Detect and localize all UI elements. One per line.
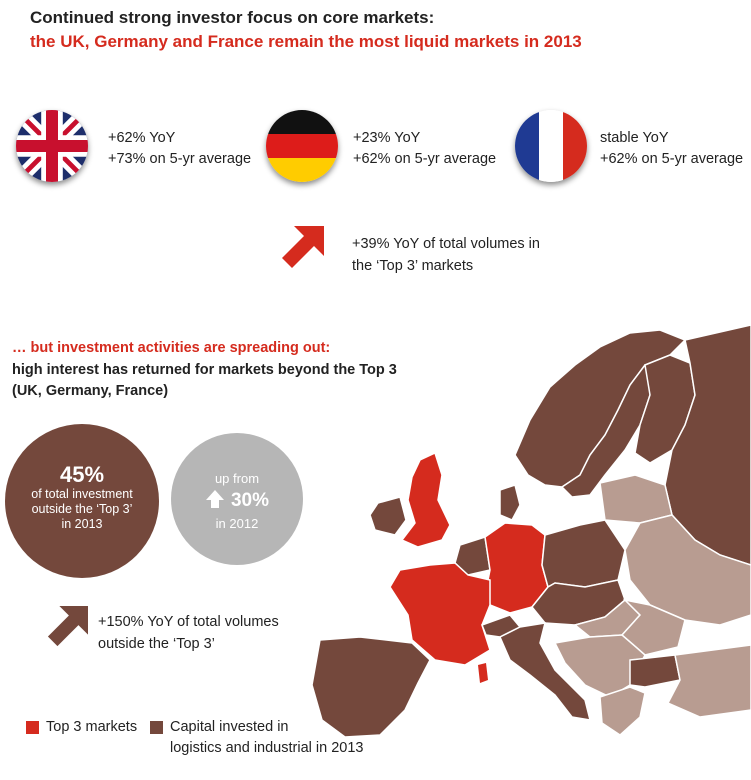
map-uk: [402, 453, 450, 547]
uk-stat: [108, 128, 251, 170]
outside-top3-share-value: 45%: [59, 462, 105, 487]
map-turkey: [668, 645, 751, 717]
outside-top3-share-line3: in 2013: [61, 517, 103, 531]
outside-note-line2: outside the ‘Top 3’: [98, 636, 215, 652]
page-subtitle: the UK, Germany and France remain the most liquid markets in 2013: [30, 32, 582, 51]
europe-map: [300, 325, 751, 780]
germany-flag-icon: [266, 110, 338, 182]
germany-avg: +62% on 5-yr average: [353, 151, 497, 167]
france-stat: [600, 128, 743, 170]
outside-top3-share-circle: [5, 424, 159, 578]
legend-label-capital-line1: Capital invested in: [170, 719, 289, 735]
france-avg: +62% on 5-yr average: [600, 151, 744, 167]
map-corsica: [478, 663, 488, 683]
outside-note: [98, 611, 328, 655]
legend-label-top3: Top 3 markets: [46, 719, 138, 735]
top3-note-line1: +39% YoY of total volumes in: [352, 236, 540, 252]
germany-yoy: +23% YoY: [353, 130, 421, 146]
france-flag-icon: [515, 110, 587, 182]
up-arrow-icon: [205, 489, 225, 514]
top3-note-line2: the ‘Top 3’ markets: [352, 258, 474, 274]
section-heading-line2: (UK, Germany, France): [12, 383, 169, 399]
section-heading-line1: high interest has returned for markets beyond the Top 3: [12, 362, 397, 378]
section-heading-red: … but investment activities are spreading out:: [12, 340, 331, 356]
uk-avg: +73% on 5-yr average: [108, 151, 252, 167]
map-greece: [600, 687, 645, 735]
germany-stat: [353, 128, 496, 170]
previous-share-value-row: [171, 488, 303, 514]
map-ireland: [370, 497, 406, 535]
map-denmark: [500, 485, 520, 520]
outside-top3-share-line2: outside the ‘Top 3’: [31, 502, 133, 516]
previous-share-line1: up from: [214, 471, 260, 486]
previous-share-value: 30%: [230, 490, 270, 511]
legend-swatch-top3: [26, 721, 39, 734]
legend-swatch-capital: [150, 721, 163, 734]
map-bulgaria: [630, 655, 680, 687]
uk-flag-icon: [16, 110, 88, 182]
outside-top3-share-line1: of total investment: [31, 487, 133, 501]
top3-note: [352, 233, 612, 277]
map-baltics: [600, 475, 672, 523]
outside-top3-share-text: [15, 487, 149, 532]
uk-yoy: +62% YoY: [108, 130, 176, 146]
up-right-arrow-icon: [46, 606, 88, 653]
up-right-arrow-icon: [280, 226, 324, 275]
previous-share-circle: [171, 433, 303, 565]
page-title: Continued strong investor focus on core markets:: [30, 8, 435, 27]
legend-label-capital: [170, 717, 363, 759]
legend-label-capital-line2: logistics and industrial in 2013: [170, 740, 364, 756]
previous-share-line2: in 2012: [215, 516, 259, 531]
map-poland: [542, 520, 625, 587]
france-yoy: stable YoY: [600, 130, 669, 146]
outside-note-line1: +150% YoY of total volumes: [98, 614, 279, 630]
